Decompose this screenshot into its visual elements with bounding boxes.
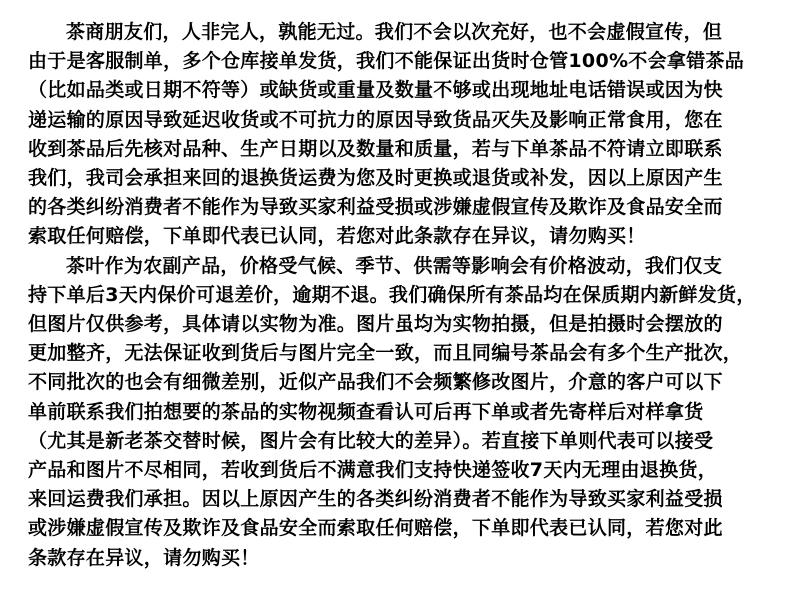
text-line: 由于是客服制单，多个仓库接单发货，我们不能保证出货时仓管100%不会拿错茶品 bbox=[28, 50, 745, 73]
text-line: 或涉嫌虚假宣传及欺诈及食品安全而索取任何赔偿，下单即代表已认同，若您对此 bbox=[28, 517, 723, 540]
text-line: 的各类纠纷消费者不能作为导致买家利益受损或涉嫌虚假宣传及欺诈及食品安全而 bbox=[28, 196, 723, 219]
text-line: 单前联系我们拍想要的茶品的实物视频查看认可后再下单或者先寄样后对样拿货 bbox=[28, 400, 704, 423]
text-line: 但图片仅供参考，具体请以实物为准。图片虽均为实物拍摄，但是拍摄时会摆放的 bbox=[28, 313, 723, 336]
text-line: 更加整齐，无法保证收到货后与图片完全一致，而且同编号茶品会有多个生产批次， bbox=[28, 342, 743, 365]
text-line: （尤其是新老茶交替时候，图片会有比较大的差异）。若直接下单则代表可以接受 bbox=[28, 429, 714, 452]
text-line: 我们，我司会承担来回的退换货运费为您及时更换或退货或补发，因以上原因产生 bbox=[28, 167, 723, 190]
text-line: 产品和图片不尽相同，若收到货后不满意我们支持快递签收7天内无理由退换货， bbox=[28, 459, 718, 482]
text-line: 收到茶品后先核对品种、生产日期以及数量和质量，若与下单茶品不符请立即联系 bbox=[28, 137, 723, 160]
text-line: 持下单后3天内保价可退差价，逾期不退。我们确保所有茶品均在保质期内新鲜发货， bbox=[28, 283, 756, 306]
notice-paragraph-2 bbox=[28, 252, 782, 573]
text-line: 递运输的原因导致延迟收货或不可抗力的原因导致货品灭失及影响正常食用，您在 bbox=[28, 108, 723, 131]
text-line: 茶叶作为农副产品，价格受气候、季节、供需等影响会有价格波动，我们仅支 bbox=[66, 254, 723, 277]
text-line: （比如品类或日期不符等）或缺货或重量及数量不够或出现地址电话错误或因为快 bbox=[28, 79, 723, 102]
text-line: 索取任何赔偿，下单即代表已认同，若您对此条款存在异议，请勿购买！ bbox=[28, 225, 646, 248]
notice-paragraph-1 bbox=[28, 18, 782, 252]
text-line: 不同批次的也会有细微差别，近似产品我们不会频繁修改图片，介意的客户可以下 bbox=[28, 371, 723, 394]
text-line: 条款存在异议，请勿购买！ bbox=[28, 546, 260, 569]
text-line: 茶商朋友们，人非完人，孰能无过。我们不会以次充好，也不会虚假宣传，但 bbox=[66, 21, 723, 43]
text-line: 来回运费我们承担。因以上原因产生的各类纠纷消费者不能作为导致买家利益受损 bbox=[28, 488, 723, 511]
